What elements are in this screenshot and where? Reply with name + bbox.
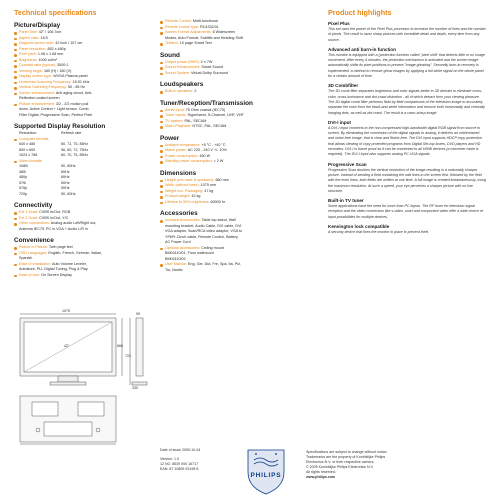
- spec-line: Sound Enhancement: Smart Sound: [160, 65, 300, 71]
- spec-continuation: BM04110/02: [165, 256, 186, 261]
- tv-diagram-svg: [14, 310, 154, 448]
- dim-base-label: 330: [132, 386, 138, 390]
- spec-line: Output power (RMS): 2 x 7W: [160, 60, 300, 66]
- disclaimer-line: www.philips.com: [306, 475, 336, 479]
- spec-line: Ambient temperature: +5 °C - +40 °C: [160, 143, 300, 149]
- tuner-heading: Tuner/Reception/Transmission: [160, 99, 253, 107]
- ean-number: EAN: 87 10895 93198 8: [160, 467, 199, 471]
- spec-line: Video formats: [14, 159, 154, 165]
- spec-line: OSD Languages: English, French, German, Italian,: [14, 251, 154, 257]
- spec-line: Standby power consumption: < 2 W: [160, 159, 300, 165]
- dim-height-label: 660: [117, 344, 123, 348]
- spec-line: Panel resolution: 852 x 480p: [14, 47, 154, 53]
- spec-line: Remote control type: RC4332/01: [160, 25, 300, 31]
- table-cell: 480i: [19, 169, 26, 174]
- highlight-heading: DVI-I input: [328, 119, 351, 125]
- table-cell: 50, 60Hz: [61, 164, 76, 168]
- table-header: Resolution: [19, 131, 37, 135]
- highlight-heading: Advanced anti burn-in function: [328, 46, 396, 52]
- spec-continuation: Autostore, PLL Digital Tuning, Plug & Play: [19, 267, 88, 271]
- table-cell: 60, 72, 75, 85Hz: [61, 142, 89, 146]
- table-cell: 60, 70, 75, 85Hz: [61, 153, 89, 157]
- spec-continuation: YPbPr-Cinch cable, Remote Control, Battery,: [165, 234, 239, 239]
- spec-line: Width (without base): 1075 mm: [160, 183, 300, 189]
- spec-line: Built-in speakers: 2: [160, 89, 300, 95]
- table-cell: 50Hz: [61, 180, 70, 185]
- issue-date: Date of issue 2005-10-04: [160, 448, 201, 452]
- product-highlights-title: Product highlights: [328, 8, 392, 17]
- dim-width-label: 1075: [62, 309, 70, 313]
- table-row: [19, 192, 154, 198]
- spec-continuation: Modes, Auto Format, Subtitle and Heading Shift: [165, 35, 243, 40]
- table-cell: 1080i: [19, 164, 29, 168]
- spec-line: Display screen type: WVGA Plasma panel: [14, 74, 154, 80]
- product-highlights-column: [328, 8, 486, 235]
- table-cell: 60Hz: [61, 169, 70, 174]
- loudspeakers-heading: Loudspeakers: [160, 81, 204, 88]
- spec-line: Mains power: AC 220 - 240 V +/- 10%: [160, 148, 300, 154]
- dim-diagonal-label: 42": [64, 344, 70, 348]
- spec-line: Screen Format Adjustments: 6 Widescreen: [160, 30, 300, 36]
- table-cell: 800 x 600: [19, 147, 36, 152]
- spec-line: User Manual: Eng, Ger, Dut, Fre, Spa, Ita, Pol,: [160, 262, 300, 268]
- spec-line: Other connections: Analog audio Left/Right out,: [14, 221, 154, 227]
- spec-line: Diagonal screen size: 42 inch / 107 cm: [14, 41, 154, 47]
- spec-line: Weight incl. Packaging: 47 kg: [160, 189, 300, 195]
- spec-line: TV system: PAL, SECAM: [160, 119, 300, 125]
- spec-continuation: VGA adaptor, Scart/RCA video adaptor, VGA to: [165, 229, 243, 233]
- version: Version: 1.0: [160, 457, 179, 461]
- spec-line: Height (w/o base & speakers): 660 mm: [160, 178, 300, 184]
- convenience-heading: Convenience: [14, 237, 54, 244]
- spec-line: Ease of Use: On Screen Display: [14, 273, 154, 279]
- spec-continuation: BM04110/01, Floor wallmount: [165, 251, 214, 255]
- spec-line: Contrast ratio (typical): 3000:1: [14, 63, 154, 69]
- spec-line: Video Playback: NTSC, PAL, SECAM: [160, 124, 300, 130]
- spec-continuation: Reflection coated screen: [19, 96, 60, 100]
- philips-wordmark: PHILIPS: [250, 472, 282, 479]
- spec-line: Sound System: Virtual Dolby Surround: [160, 71, 300, 77]
- spec-continuation: Filter Digital, Progressive Scan, Perfect Pixel: [19, 112, 93, 117]
- spec-line: Viewing angle: 160 (H) / 160 (V): [14, 69, 154, 75]
- footer-meta: [160, 448, 200, 472]
- disclaimer-line: All rights reserved.: [306, 470, 336, 474]
- sound-heading: Sound: [160, 51, 180, 59]
- highlight-text: A security device that fixes the monitor in place to prevent theft.: [328, 230, 429, 235]
- disclaimer-line: © 2005 Koninklijke Philips Electronics N.V.: [306, 465, 374, 469]
- table-cell: 60Hz: [61, 175, 70, 179]
- highlight-heading: Pixel Plus: [328, 21, 350, 26]
- footer-disclaimer: [306, 450, 388, 480]
- spec-line: Pixel pitch: 1.08 x 1.08 mm: [14, 52, 154, 58]
- spec-line: Ext 1 Scart: CVBS In/Out, RGB: [14, 210, 154, 216]
- highlight-heading: Built-in TV tuner: [328, 198, 364, 204]
- spec-line: Ext 2 Scart: CVBS In/Out, Y/C: [14, 216, 154, 222]
- spec-line: Remote Control: Multi-functional: [160, 19, 300, 25]
- spec-continuation: Spanish: [19, 256, 33, 260]
- spec-line: Lifetime to 50% brightness: 60000 hr: [160, 200, 300, 206]
- spec-line: Tuner bands: Hyperband, S-Channel, UHF, VHF: [160, 113, 300, 119]
- spec-continuation: down, Active Control + Light sensor, Comb: [19, 107, 89, 111]
- power-heading: Power: [160, 134, 180, 142]
- highlight-text: Some applications have the need for more than PC inputs. The RF tuner for television signal reception and the video connectors like s-video, scart and component video offer a wide choice of input possibilities for multiple devices.: [328, 204, 484, 219]
- spec-line: Power consumption: 450 W: [160, 154, 300, 160]
- nc-number: 12 NC: 8639 000 16717: [160, 462, 199, 466]
- accessories-heading: Accessories: [160, 210, 198, 217]
- table-cell: 640 x 480: [19, 142, 36, 146]
- dim-height-total-label: 724: [125, 354, 131, 358]
- dimension-diagram: [14, 310, 154, 448]
- highlight-text: This set uses the power of the Pixel Plus processor to increase the number of lines and the number of pixels. The result is razor sharp pictures with incredible detail and depth, every time from any source.: [328, 27, 486, 42]
- dim-depth-label: 99: [136, 312, 140, 316]
- highlight-text: A DVI-I input connects to the non-compressed high-bandwidth digital RGB signal from source to screen. By eliminating the conversion of the digital signals to analog, it delivers an unblemished and noise-free image, that is clear and flicker-free. The DVI input supports HDCP copy protection that allows viewing of copy protected programs from Digital Set-top boxes, DVD players and HD recorders. DVI-I is future proof as it can be connected to all HDMI devices (a converter cable is required). The DVI-I input also supports analog PC-VGA signals.: [328, 125, 483, 157]
- spec-line: Screen enhancement: Anti aging circuit, Anti-: [14, 91, 154, 97]
- spec-continuation: AC Power Cord: [165, 240, 191, 244]
- tech-specs-column-2: [160, 8, 300, 273]
- table-cell: 1024 x 768: [19, 153, 38, 157]
- spec-line: Included Accessories: Table top stand, Wall: [160, 218, 300, 224]
- disclaimer-line: Specifications are subject to change without notice.: [306, 450, 388, 454]
- spec-line: Picture enhancement: 3/2 - 2/2 motion pull: [14, 102, 154, 108]
- spec-line: Teletext: 10 page Smart Text: [160, 41, 300, 47]
- highlight-heading: Kensington lock compatible: [328, 224, 390, 230]
- highlight-text: The 3D comb filter separates brightness and color signals better in 3D domain to eliminate cross-color, cross-luminance and dot-crawl distortion - all of which detract from your viewing pleasure. The 3D digital comb filter performs field-by-field comparisons of the television image to accurately separate the color from the black-and-white information and remove both horizontally and vertically hanging dots, as well as dot crawl. The result is a razor-sharp image.: [328, 89, 486, 115]
- spec-continuation: Antenna IEC75, PC in VGA + Audio L/R in: [19, 226, 88, 231]
- disclaimer-line: Trademarks are the property of Koninklijke Philips: [306, 455, 386, 459]
- table-cell: 56, 60, 72, 75Hz: [61, 147, 89, 152]
- table-cell: 720p: [19, 191, 28, 196]
- spec-line: Brightness: 1000 cd/m²: [14, 58, 154, 64]
- spec-continuation: Tur, Nordic: [165, 267, 183, 272]
- spec-line: Horizontal Scanning Frequency: 15-91 kHz: [14, 80, 154, 86]
- table-cell: 576p: [19, 186, 28, 190]
- spec-line: Ease of Installation: Auto Volume Leveler,: [14, 262, 154, 268]
- spec-line: Computer formats: [14, 137, 154, 143]
- table-cell: 50Hz: [61, 186, 70, 190]
- table-header: Refresh rate: [61, 131, 82, 135]
- spec-line: Aerial Input: 75 Ohm coaxial (IEC75): [160, 108, 300, 114]
- highlight-text: Progressive Scan doubles the vertical resolution of the image resulting in a noticeably sharper picture. Instead of sending a field containing the odd lines to the screen first, followed by the field with the even lines, both fields are written at one time. A full image is created instantaneously, using the maximum resolution. At such a speed, your eye perceives a sharper picture with no line structure.: [328, 167, 486, 193]
- highlight-heading: Progressive Scan: [328, 161, 367, 167]
- spec-line: Optional accessories: Ceiling mount: [160, 246, 300, 252]
- spec-line: Panel Size: 42" / 106.7cm: [14, 30, 154, 36]
- tech-specs-title: Technical specifications: [14, 8, 97, 17]
- tech-specs-column-1: [14, 8, 154, 278]
- spec-line: Product weight: 42 kg: [160, 194, 300, 200]
- highlight-text: This monitor is equipped with a (protection function called "pixel shift" that detects little or no image movement. After every 4 minutes, the protection mechanism is activated and the screen image automatically shifts its pixel positions to prevent "image ghosting". Secondly burn-in recovery is implemented: a method to remove ghost images by applying a full white signal on the whole panel for a certain amount of time.: [328, 52, 485, 79]
- table-cell: 576i: [19, 180, 26, 185]
- spec-line: Picture in Picture: Twin page text: [14, 245, 154, 251]
- supported-resolution-heading: Supported Display Resolution: [14, 123, 106, 130]
- spec-continuation: mounting bracket, Audio Cable, DVI cable, DVI: [165, 223, 242, 228]
- disclaimer-line: Electronics N.V. or their respective owners.: [306, 460, 375, 464]
- spec-line: Aspect ratio: 16:9: [14, 36, 154, 42]
- highlight-heading: 3D Combfilter: [328, 83, 359, 89]
- dimensions-heading: Dimensions: [160, 169, 197, 177]
- picture-display-heading: Picture/Display: [14, 22, 61, 29]
- table-cell: 480p: [19, 175, 28, 179]
- connectivity-heading: Connectivity: [14, 202, 53, 209]
- table-cell: 50, 60Hz: [61, 191, 76, 196]
- spec-line: Vertical Scanning Frequency: 50 - 85 Hz: [14, 85, 154, 91]
